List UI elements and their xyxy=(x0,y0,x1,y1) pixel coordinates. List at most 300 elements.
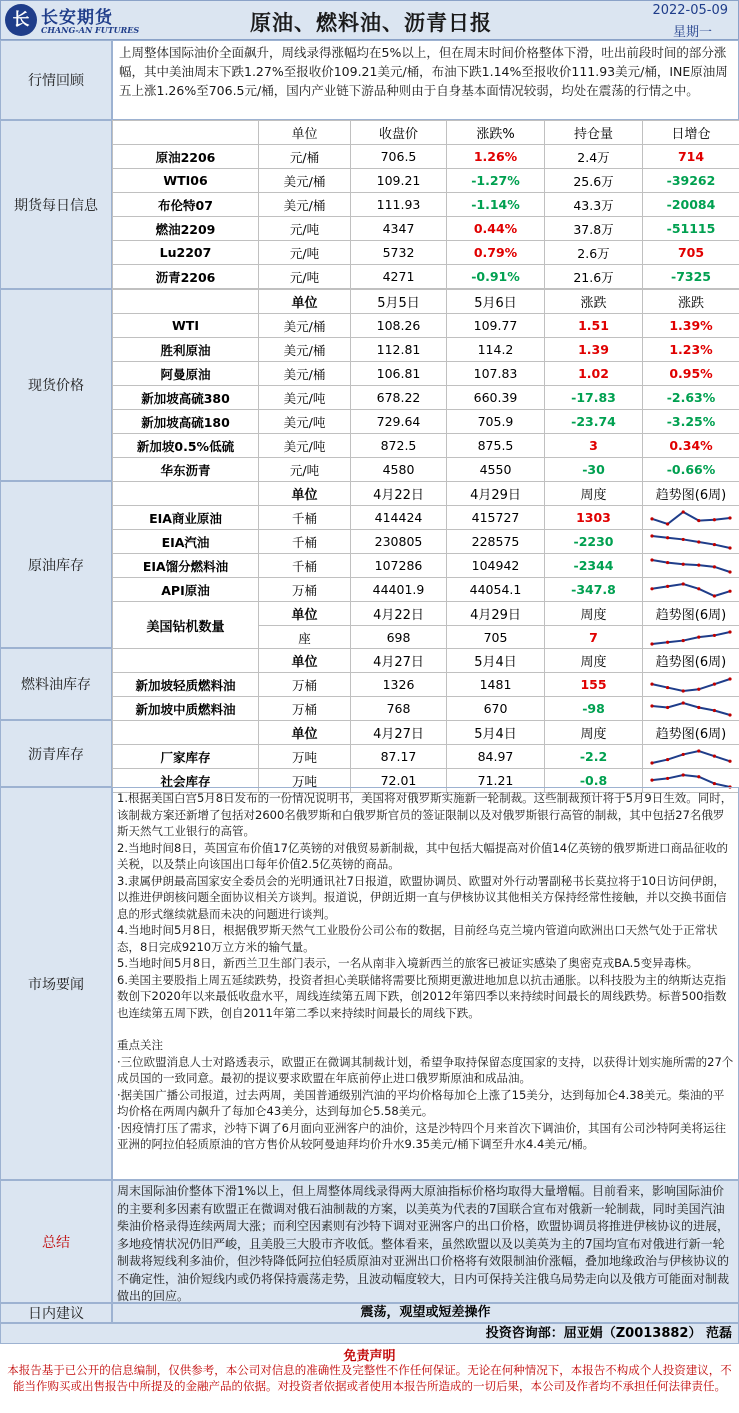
price-day2: 705.9 xyxy=(447,410,545,434)
header-cell: 5月4日 xyxy=(447,649,545,673)
table-header-row xyxy=(113,602,739,626)
analyst-credit: 投资咨询部：屈亚娟（Z0013882） 范磊 xyxy=(0,1323,739,1344)
section-label-advice: 日内建议 xyxy=(0,1303,112,1323)
trend-point xyxy=(713,754,716,757)
change-percent: 0.79% xyxy=(447,241,545,265)
unit-cell: 千桶 xyxy=(259,554,351,578)
report-weekday: 星期一 xyxy=(672,25,712,40)
trend-chart-cell xyxy=(643,673,739,697)
disclaimer-title: 免责声明 xyxy=(343,1349,396,1364)
price-day2: 114.2 xyxy=(447,338,545,362)
trend-line xyxy=(652,775,730,787)
trend-point xyxy=(682,773,685,776)
section-label-fuel-inventory: 燃料油库存 xyxy=(0,648,112,720)
price-change-percent: 0.34% xyxy=(643,434,739,458)
close-price: 5732 xyxy=(351,241,447,265)
trend-point xyxy=(728,677,731,680)
section-label-review: 行情回顾 xyxy=(0,40,112,120)
unit-cell: 元/吨 xyxy=(259,265,351,289)
product-name: 新加坡高硫180 xyxy=(113,410,259,434)
trend-point xyxy=(650,778,653,781)
header-cell: 周度 xyxy=(545,649,643,673)
header-cell: 单位 xyxy=(259,602,351,626)
price-change: 1.51 xyxy=(545,314,643,338)
header-cell: 单位 xyxy=(259,721,351,745)
news-item: 6.美国主要股指上周五延续跌势，投资者担心美联储将需要比预期更激进地加息以抗击通胀。以科技股为主的纳斯达克指数创下2020年以来最低收盘水平，周线连续第五周下跌，创2012年第四季以来持续时间最长的周线跌势。标普500指数也连续第五周下跌，创自2011年第二季以来持续时间最长的周线下跌。 xyxy=(117,972,727,1020)
trend-chart-cell xyxy=(643,530,739,554)
header-cell: 趋势图(6周) xyxy=(643,721,739,745)
table-row xyxy=(113,578,739,602)
contract-name: 沥青2206 xyxy=(113,265,259,289)
trend-line xyxy=(652,536,730,548)
product-name: 胜利原油 xyxy=(113,338,259,362)
trend-point xyxy=(650,587,653,590)
rig-count-name: 美国钻机数量 xyxy=(113,602,259,650)
weekly-change: 7 xyxy=(545,626,643,650)
weekly-change: -0.8 xyxy=(545,769,643,793)
trend-line xyxy=(652,512,730,524)
empty-cell xyxy=(113,482,259,506)
trend-point xyxy=(682,582,685,585)
trend-point xyxy=(713,594,716,597)
table-row xyxy=(113,193,739,217)
trend-point xyxy=(682,701,685,704)
trend-chart-cell xyxy=(643,506,739,530)
open-interest: 21.6万 xyxy=(545,265,643,289)
trend-point xyxy=(666,560,669,563)
trend-chart-cell xyxy=(643,626,739,650)
trend-point xyxy=(682,689,685,692)
trend-point xyxy=(682,510,685,513)
value-latest: 104942 xyxy=(447,554,545,578)
trend-point xyxy=(650,558,653,561)
header-cell: 周度 xyxy=(545,602,643,626)
trend-point xyxy=(713,781,716,784)
price-change: 1.39 xyxy=(545,338,643,362)
trend-line xyxy=(652,751,730,763)
open-interest: 2.6万 xyxy=(545,241,643,265)
change-percent: -1.27% xyxy=(447,169,545,193)
focus-item: ·因疫情打压了需求，沙特下调了6月面向亚洲客户的油价，这是沙特四个月来首次下调油价，其国有公司沙特阿美将运往亚洲的阿拉伯轻质原油的官方售价从较阿曼迪拜均价升水9.35美元/桶下调至升水4.4美元/桶。 xyxy=(117,1120,726,1151)
value-prev: 1326 xyxy=(351,673,447,697)
value-prev: 698 xyxy=(351,626,447,650)
logo-mark-icon: 长 xyxy=(5,4,37,36)
price-day2: 660.39 xyxy=(447,386,545,410)
trend-point xyxy=(728,759,731,762)
table-header-row xyxy=(113,649,739,673)
table-row xyxy=(113,530,739,554)
inventory-name: 社会库存 xyxy=(113,769,259,793)
price-change-percent: -2.63% xyxy=(643,386,739,410)
table-row xyxy=(113,697,739,721)
trend-line xyxy=(652,560,730,572)
trend-line xyxy=(652,584,730,596)
header-cell: 单位 xyxy=(259,649,351,673)
table-row xyxy=(113,338,739,362)
trend-point xyxy=(666,536,669,539)
open-interest: 37.8万 xyxy=(545,217,643,241)
section-label-spot: 现货价格 xyxy=(0,289,112,481)
unit-cell: 万吨 xyxy=(259,745,351,769)
unit-cell: 万吨 xyxy=(259,769,351,793)
intraday-advice: 震荡，观望或短差操作 xyxy=(112,1303,739,1323)
page-title: 原油、燃料油、沥青日报 xyxy=(250,11,492,35)
trend-point xyxy=(697,705,700,708)
trend-point xyxy=(666,584,669,587)
trend-chart-cell xyxy=(643,745,739,769)
header-cell: 5月5日 xyxy=(351,290,447,314)
open-interest: 2.4万 xyxy=(545,145,643,169)
spacer xyxy=(117,1021,734,1037)
table-header-row xyxy=(113,121,739,145)
header-cell: 收盘价 xyxy=(351,121,447,145)
product-name: 阿曼原油 xyxy=(113,362,259,386)
market-review-text: 上周整体国际油价全面飙升，周线录得涨幅均在5%以上，但在周末时间价格整体下滑，吐出前段时间的部分涨幅，其中美油周末下跌1.27%至报收价109.21美元/桶，布油下跌1.14%至报收价111.93美元/桶，INE原油周五上涨1.26%至706.5元/桶，国内产业链下游品种则由于自身基本面情况较弱，均处在震荡的行情之中。 xyxy=(112,40,739,120)
trend-point xyxy=(728,630,731,633)
empty-cell xyxy=(113,649,259,673)
price-day2: 109.77 xyxy=(447,314,545,338)
product-name: 新加坡0.5%低硫 xyxy=(113,434,259,458)
focus-title: 重点关注 xyxy=(117,1038,163,1052)
unit-cell: 美元/桶 xyxy=(259,169,351,193)
disclaimer-text: 本报告基于已公开的信息编制，仅供参考，本公司对信息的准确性及完整性不作任何保证。无论在何种情况下，本报告不构成个人投资建议，不能当作购买或出售报告中所提及的金融产品的依据。对投资者依据或者使用本报告所造成的一切后果，本公司及作者均不承担任何法律责任。 xyxy=(7,1363,732,1393)
trend-point xyxy=(666,757,669,760)
price-day1: 112.81 xyxy=(351,338,447,362)
unit-cell: 座 xyxy=(259,626,351,650)
unit-cell: 美元/桶 xyxy=(259,314,351,338)
trend-point xyxy=(666,640,669,643)
trend-point xyxy=(666,776,669,779)
oi-change: 714 xyxy=(643,145,739,169)
trend-point xyxy=(713,682,716,685)
value-prev: 72.01 xyxy=(351,769,447,793)
unit-cell: 美元/吨 xyxy=(259,434,351,458)
trend-sparkline xyxy=(649,557,733,575)
header-cell xyxy=(113,290,259,314)
trend-sparkline xyxy=(649,700,733,718)
unit-cell: 元/吨 xyxy=(259,241,351,265)
oi-change: -7325 xyxy=(643,265,739,289)
table-row xyxy=(113,169,739,193)
fuel-inventory-table xyxy=(112,648,739,721)
section-label-futures: 期货每日信息 xyxy=(0,120,112,289)
close-price: 4271 xyxy=(351,265,447,289)
header-cell: 涨跌 xyxy=(643,290,739,314)
trend-point xyxy=(650,534,653,537)
header-cell: 单位 xyxy=(259,290,351,314)
unit-cell: 元/吨 xyxy=(259,217,351,241)
inventory-name: EIA汽油 xyxy=(113,530,259,554)
oi-change: 705 xyxy=(643,241,739,265)
product-name: 华东沥青 xyxy=(113,458,259,482)
report-date: 2022-05-09 xyxy=(652,3,728,18)
trend-sparkline xyxy=(649,629,733,647)
weekly-change: 1303 xyxy=(545,506,643,530)
value-prev: 107286 xyxy=(351,554,447,578)
price-day1: 108.26 xyxy=(351,314,447,338)
price-change: -23.74 xyxy=(545,410,643,434)
report-header xyxy=(0,0,739,40)
header-cell: 5月4日 xyxy=(447,721,545,745)
asphalt-inventory-table xyxy=(112,720,739,793)
contract-name: WTI06 xyxy=(113,169,259,193)
trend-line xyxy=(652,679,730,691)
header-cell: 趋势图(6周) xyxy=(643,602,739,626)
product-name: WTI xyxy=(113,314,259,338)
change-percent: -1.14% xyxy=(447,193,545,217)
value-prev: 414424 xyxy=(351,506,447,530)
table-row xyxy=(113,410,739,434)
change-percent: -0.91% xyxy=(447,265,545,289)
weekly-change: -98 xyxy=(545,697,643,721)
header-cell: 趋势图(6周) xyxy=(643,649,739,673)
trend-sparkline xyxy=(649,748,733,766)
trend-point xyxy=(728,570,731,573)
price-day1: 4580 xyxy=(351,458,447,482)
close-price: 111.93 xyxy=(351,193,447,217)
value-prev: 44401.9 xyxy=(351,578,447,602)
price-change-percent: 1.23% xyxy=(643,338,739,362)
section-label-summary: 总结 xyxy=(0,1180,112,1303)
price-day1: 872.5 xyxy=(351,434,447,458)
value-latest: 228575 xyxy=(447,530,545,554)
focus-item: ·三位欧盟消息人士对路透表示，欧盟正在微调其制裁计划，希望争取持保留态度国家的支持，以获得计划实施所需的27个成员国的一致同意。最初的提议要求欧盟在年底前停止进口俄罗斯原油和成品油。 xyxy=(117,1054,734,1085)
header-cell: 周度 xyxy=(545,721,643,745)
inventory-name: EIA馏分燃料油 xyxy=(113,554,259,578)
contract-name: Lu2207 xyxy=(113,241,259,265)
trend-chart-cell xyxy=(643,578,739,602)
value-latest: 415727 xyxy=(447,506,545,530)
inventory-name: 厂家库存 xyxy=(113,745,259,769)
header-cell xyxy=(113,121,259,145)
contract-name: 布伦特07 xyxy=(113,193,259,217)
change-percent: 1.26% xyxy=(447,145,545,169)
value-prev: 230805 xyxy=(351,530,447,554)
table-row xyxy=(113,554,739,578)
price-day1: 678.22 xyxy=(351,386,447,410)
unit-cell: 千桶 xyxy=(259,506,351,530)
weekly-change: 155 xyxy=(545,673,643,697)
table-header-row xyxy=(113,482,739,506)
weekly-change: -2344 xyxy=(545,554,643,578)
price-change: -30 xyxy=(545,458,643,482)
table-row xyxy=(113,745,739,769)
contract-name: 原油2206 xyxy=(113,145,259,169)
value-latest: 71.21 xyxy=(447,769,545,793)
price-day2: 4550 xyxy=(447,458,545,482)
inventory-name: 新加坡轻质燃料油 xyxy=(113,673,259,697)
price-change-percent: 0.95% xyxy=(643,362,739,386)
inventory-name: 新加坡中质燃料油 xyxy=(113,697,259,721)
section-label-crude-inventory: 原油库存 xyxy=(0,481,112,648)
trend-point xyxy=(697,635,700,638)
table-row xyxy=(113,673,739,697)
weekly-change: -2230 xyxy=(545,530,643,554)
trend-sparkline xyxy=(649,533,733,551)
table-row xyxy=(113,265,739,289)
table-row xyxy=(113,314,739,338)
value-latest: 705 xyxy=(447,626,545,650)
price-change-percent: -0.66% xyxy=(643,458,739,482)
trend-point xyxy=(650,682,653,685)
table-row xyxy=(113,145,739,169)
trend-point xyxy=(697,518,700,521)
header-cell: 持仓量 xyxy=(545,121,643,145)
table-row xyxy=(113,241,739,265)
header-cell: 4月29日 xyxy=(447,482,545,506)
trend-point xyxy=(650,642,653,645)
unit-cell: 美元/桶 xyxy=(259,338,351,362)
trend-point xyxy=(728,546,731,549)
trend-chart-cell xyxy=(643,697,739,721)
trend-point xyxy=(650,517,653,520)
trend-point xyxy=(697,540,700,543)
trend-point xyxy=(682,752,685,755)
table-row xyxy=(113,458,739,482)
trend-point xyxy=(728,713,731,716)
trend-point xyxy=(666,522,669,525)
price-day2: 875.5 xyxy=(447,434,545,458)
table-row xyxy=(113,506,739,530)
trend-point xyxy=(666,685,669,688)
trend-chart-cell xyxy=(643,554,739,578)
price-day2: 107.83 xyxy=(447,362,545,386)
inventory-name: EIA商业原油 xyxy=(113,506,259,530)
price-change: 1.02 xyxy=(545,362,643,386)
unit-cell: 元/吨 xyxy=(259,458,351,482)
trend-point xyxy=(713,633,716,636)
header-cell: 4月27日 xyxy=(351,649,447,673)
table-row xyxy=(113,434,739,458)
table-row xyxy=(113,386,739,410)
oi-change: -20084 xyxy=(643,193,739,217)
price-change: -17.83 xyxy=(545,386,643,410)
open-interest: 25.6万 xyxy=(545,169,643,193)
table-row xyxy=(113,362,739,386)
trend-point xyxy=(650,704,653,707)
trend-sparkline xyxy=(649,509,733,527)
trend-point xyxy=(666,705,669,708)
trend-point xyxy=(713,708,716,711)
unit-cell: 万桶 xyxy=(259,673,351,697)
news-item: 1.根据美国白宫5月8日发布的一份情况说明书，美国将对俄罗斯实施新一轮制裁。这些制裁预计将于5月9日生效。同时，该制裁方案还新增了包括对2600名俄罗斯和白俄罗斯官员的签证限制以及对俄罗斯银行高管的制裁，其中包括27名俄罗斯天然气工业银行的高管。 xyxy=(117,791,733,838)
unit-cell: 万桶 xyxy=(259,697,351,721)
oi-change: -39262 xyxy=(643,169,739,193)
header-cell: 单位 xyxy=(259,482,351,506)
oi-change: -51115 xyxy=(643,217,739,241)
trend-point xyxy=(682,537,685,540)
futures-table xyxy=(112,120,739,289)
news-item: 2.当地时间8日，英国宣布价值17亿英镑的对俄贸易新制裁，其中包括大幅提高对价值14亿英镑的俄罗斯进口商品征收的关税，以及禁止向该国出口每年价值2.5亿英镑的商品。 xyxy=(117,840,729,871)
price-change-percent: -3.25% xyxy=(643,410,739,434)
trend-sparkline xyxy=(649,581,733,599)
trend-point xyxy=(697,587,700,590)
company-logo xyxy=(5,3,155,39)
trend-point xyxy=(697,775,700,778)
unit-cell: 美元/吨 xyxy=(259,410,351,434)
value-latest: 44054.1 xyxy=(447,578,545,602)
trend-point xyxy=(713,518,716,521)
header-cell: 涨跌 xyxy=(545,290,643,314)
header-cell: 周度 xyxy=(545,482,643,506)
header-cell: 4月22日 xyxy=(351,482,447,506)
table-row xyxy=(113,217,739,241)
value-latest: 84.97 xyxy=(447,745,545,769)
header-cell: 4月22日 xyxy=(351,602,447,626)
unit-cell: 美元/桶 xyxy=(259,193,351,217)
close-price: 109.21 xyxy=(351,169,447,193)
summary-text: 周末国际油价整体下滑1%以上，但上周整体周线录得两大原油指标价格均取得大量增幅。目前看来，影响国际油价的主要利多因素有欧盟正在微调对俄石油制裁的方案，以美英为代表的7国联合宣布对俄新一轮制裁，同时美国汽油柴油价格录得连续两周大涨；而利空因素则有沙特下调对亚洲客户的出口价格，欧盟协调员将推进伊核协议的进展，多地疫情状况仍旧严峻，且美股三大股市齐收低。整体看来，虽然欧盟以及以美英为主的7国均宣布对俄进行新一轮制裁将短线利多油价，但沙特降低阿拉伯轻质原油对亚洲出口价格将有效限制油价涨幅，叠加地缘政治与伊核协议的不确定性，油价短线内或仍将保持震荡走势，且波动幅度较大，日内可保持关注俄乌局势走向以及俄方可能面对制裁做出的回应。 xyxy=(112,1180,739,1303)
market-news xyxy=(112,787,739,1180)
trend-point xyxy=(650,761,653,764)
trend-point xyxy=(682,638,685,641)
open-interest: 43.3万 xyxy=(545,193,643,217)
header-cell: 涨跌% xyxy=(447,121,545,145)
trend-point xyxy=(728,516,731,519)
trend-line xyxy=(652,703,730,715)
trend-point xyxy=(728,589,731,592)
weekly-change: -2.2 xyxy=(545,745,643,769)
trend-point xyxy=(713,542,716,545)
unit-cell: 美元/桶 xyxy=(259,362,351,386)
focus-item: ·据美国广播公司报道，过去两周，美国普通级别汽油的平均价格每加仑上涨了15美分，达到每加仑4.38美元。柴油的平均价格在两周内飙升了每加仑43美分，达到每加仑5.58美元。 xyxy=(117,1087,725,1118)
price-day1: 729.64 xyxy=(351,410,447,434)
change-percent: 0.44% xyxy=(447,217,545,241)
spot-price-table xyxy=(112,289,739,482)
contract-name: 燃油2209 xyxy=(113,217,259,241)
news-item: 4.当地时间5月8日，根据俄罗斯天然气工业股份公司公布的数据，目前经乌克兰境内管道向欧洲出口天然气处于正常状态，8日完成9210万立方米的输气量。 xyxy=(117,923,718,954)
section-label-asphalt-inventory: 沥青库存 xyxy=(0,720,112,787)
header-cell: 单位 xyxy=(259,121,351,145)
table-header-row xyxy=(113,290,739,314)
price-change-percent: 1.39% xyxy=(643,314,739,338)
trend-sparkline xyxy=(649,676,733,694)
header-cell: 5月6日 xyxy=(447,290,545,314)
header-cell: 4月29日 xyxy=(447,602,545,626)
trend-line xyxy=(652,632,730,644)
value-latest: 1481 xyxy=(447,673,545,697)
unit-cell: 美元/吨 xyxy=(259,386,351,410)
unit-cell: 万桶 xyxy=(259,578,351,602)
value-prev: 768 xyxy=(351,697,447,721)
trend-point xyxy=(697,749,700,752)
close-price: 4347 xyxy=(351,217,447,241)
trend-point xyxy=(697,563,700,566)
trend-point xyxy=(697,687,700,690)
logo-english-name: CHANG-AN FUTURES xyxy=(41,25,140,35)
section-label-news: 市场要闻 xyxy=(0,787,112,1180)
unit-cell: 元/桶 xyxy=(259,145,351,169)
inventory-name: API原油 xyxy=(113,578,259,602)
header-cell: 4月27日 xyxy=(351,721,447,745)
price-change: 3 xyxy=(545,434,643,458)
value-latest: 670 xyxy=(447,697,545,721)
close-price: 706.5 xyxy=(351,145,447,169)
table-header-row xyxy=(113,721,739,745)
news-item: 3.隶属伊朗最高国家安全委员会的光明通讯社7日报道，欧盟协调员、欧盟对外行动署副秘书长莫拉将于10日访问伊朗，以推进伊朗核问题全面协议相关方谈判。报道说，伊朗近期一直与伊核协议其他相关方保持经常性接触，并以交换书面信息的形式继续就悬而未决的问题进行谈判。 xyxy=(117,873,727,921)
logo-chinese-name: 长安期货 xyxy=(41,8,113,28)
news-item: 5.当地时间5月8日，新西兰卫生部门表示，一名从南非入境新西兰的旅客已被证实感染了奥密克戎BA.5变异毒株。 xyxy=(117,956,699,970)
trend-point xyxy=(713,565,716,568)
unit-cell: 千桶 xyxy=(259,530,351,554)
crude-inventory-table xyxy=(112,481,739,650)
weekly-change: -347.8 xyxy=(545,578,643,602)
header-cell: 趋势图(6周) xyxy=(643,482,739,506)
empty-cell xyxy=(113,721,259,745)
header-cell: 日增仓 xyxy=(643,121,739,145)
value-prev: 87.17 xyxy=(351,745,447,769)
product-name: 新加坡高硫380 xyxy=(113,386,259,410)
